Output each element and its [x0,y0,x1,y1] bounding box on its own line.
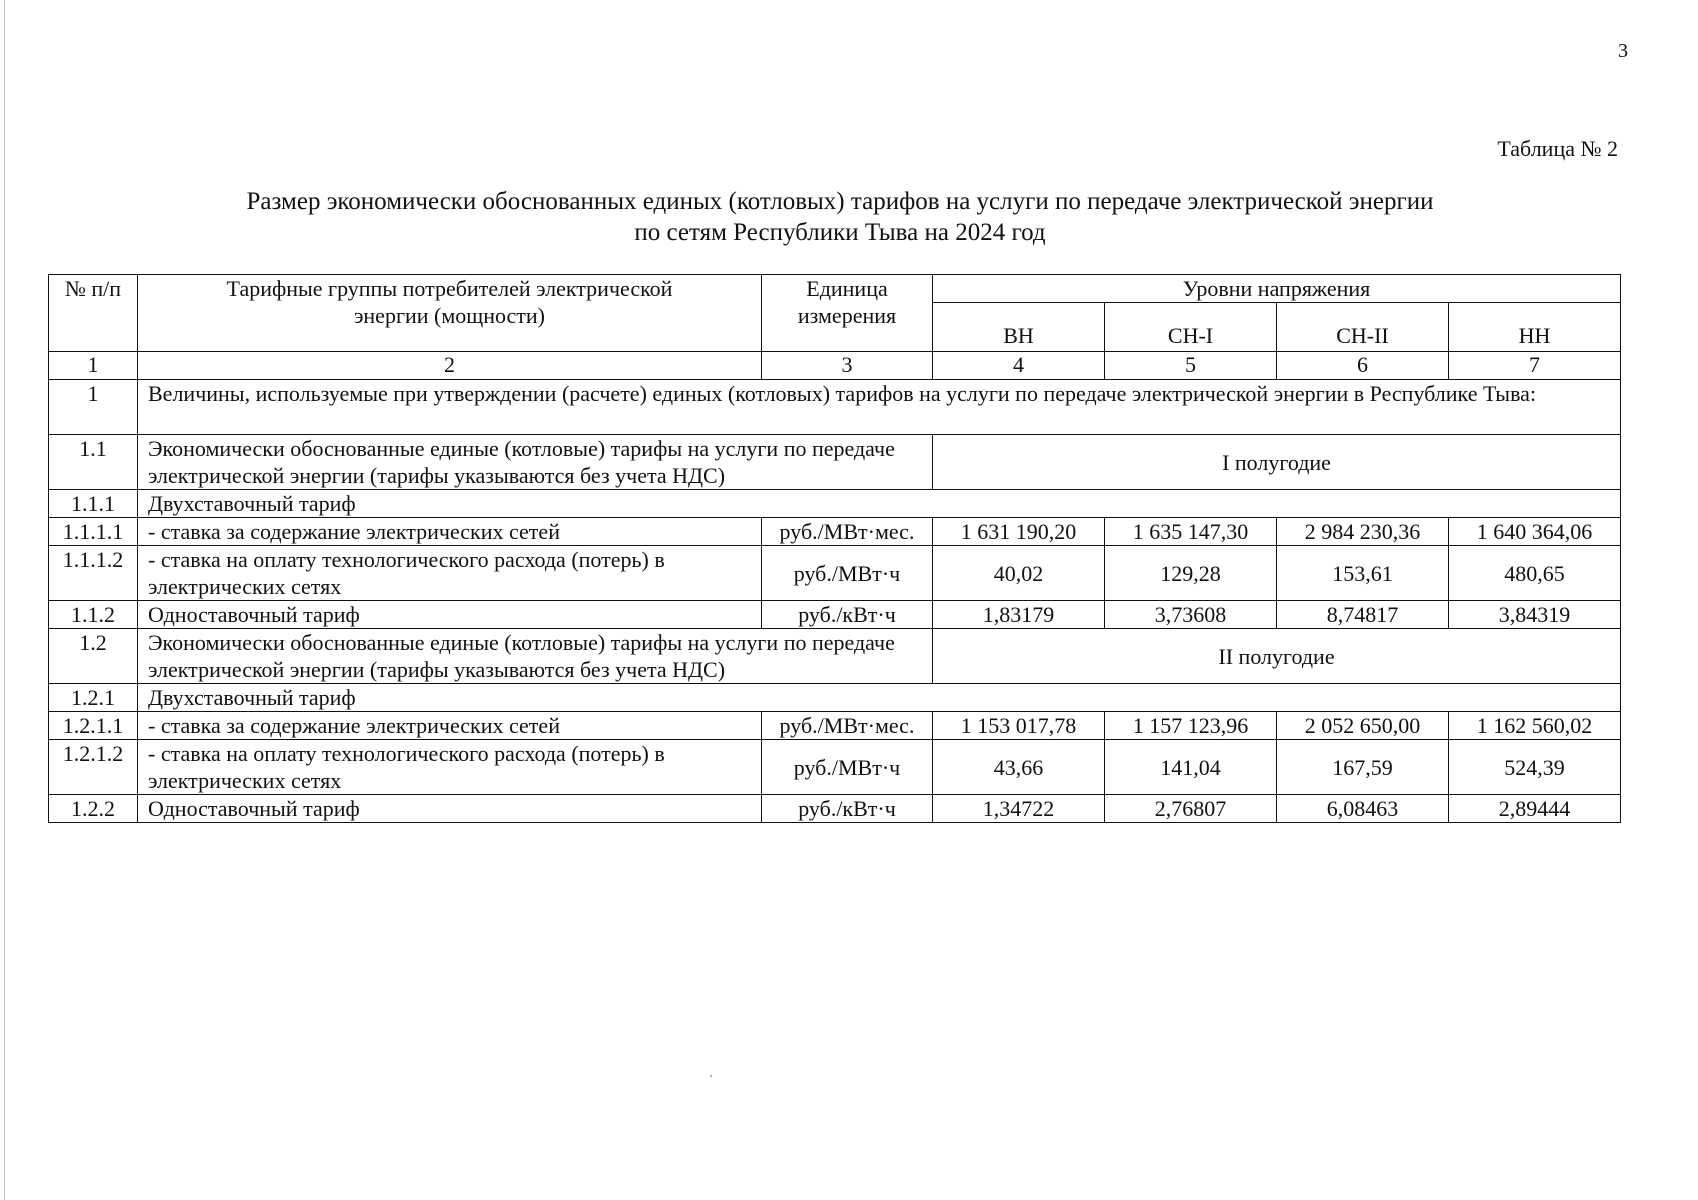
value-nn: 1 640 364,06 [1449,518,1621,546]
value-sn1: 1 635 147,30 [1105,518,1277,546]
column-number: 6 [1277,352,1449,380]
table-row [49,435,1621,490]
row-unit: руб./МВт·мес. [762,712,933,740]
row-text: - ставка на оплату технологического расхода (потерь) в электрических сетях [138,546,762,601]
header-row [49,275,1621,303]
table-row [49,629,1621,684]
row-text: Экономически обоснованные единые (котловые) тарифы на услуги по передаче электрической энергии (тарифы указываются без учета НДС) [138,629,933,684]
header-num: № п/п [49,275,138,352]
row-unit: руб./МВт·мес. [762,518,933,546]
row-num: 1.1.2 [49,601,138,629]
column-number: 4 [933,352,1105,380]
row-num: 1.1.1.1 [49,518,138,546]
document-title [60,186,1620,248]
value-sn1: 141,04 [1105,740,1277,795]
value-sn1: 1 157 123,96 [1105,712,1277,740]
table-row [49,740,1621,795]
header-nn: НН [1449,303,1621,352]
value-nn: 2,89444 [1449,795,1621,823]
table-label: Таблица № 2 [1497,136,1618,161]
row-text: Одноставочный тариф [138,601,762,629]
row-text: Одноставочный тариф [138,795,762,823]
header-sn2: СН-II [1277,303,1449,352]
column-number: 2 [138,352,762,380]
header-vn: ВН [933,303,1105,352]
table-row [49,684,1621,712]
value-vn: 1,83179 [933,601,1105,629]
row-num: 1.1.1.2 [49,546,138,601]
table-row [49,712,1621,740]
row-unit: руб./МВт·ч [762,546,933,601]
value-nn: 1 162 560,02 [1449,712,1621,740]
row-text: Величины, используемые при утверждении (расчете) единых (котловых) тарифов на услуги по передаче электрической энергии в Республике Тыва: [138,380,1621,435]
value-vn: 40,02 [933,546,1105,601]
table-row [49,546,1621,601]
period-label: II полугодие [933,629,1621,684]
table-row [49,518,1621,546]
value-sn2: 2 052 650,00 [1277,712,1449,740]
header-sn1: СН-I [1105,303,1277,352]
column-number: 3 [762,352,933,380]
header-unit: Единица измерения [762,275,933,352]
row-num: 1.2.1 [49,684,138,712]
column-number-row [49,352,1621,380]
value-nn: 524,39 [1449,740,1621,795]
value-vn: 1 153 017,78 [933,712,1105,740]
value-sn1: 3,73608 [1105,601,1277,629]
header-voltage-levels: Уровни напряжения [933,275,1621,303]
row-num: 1.2.1.1 [49,712,138,740]
title-line-1: Размер экономически обоснованных единых (котловых) тарифов на услуги по передаче электрической энергии [246,188,1434,215]
value-nn: 3,84319 [1449,601,1621,629]
row-num: 1.2 [49,629,138,684]
column-number: 5 [1105,352,1277,380]
row-num: 1 [49,380,138,435]
value-sn2: 153,61 [1277,546,1449,601]
column-number: 1 [49,352,138,380]
row-unit: руб./МВт·ч [762,740,933,795]
value-vn: 43,66 [933,740,1105,795]
row-num: 1.1.1 [49,490,138,518]
value-sn2: 2 984 230,36 [1277,518,1449,546]
title-line-2: по сетям Республики Тыва на 2024 год [634,219,1046,246]
row-text: - ставка за содержание электрических сетей [138,518,762,546]
table-row [49,601,1621,629]
column-number: 7 [1449,352,1621,380]
value-sn2: 6,08463 [1277,795,1449,823]
table-row [49,795,1621,823]
row-unit: руб./кВт·ч [762,795,933,823]
value-sn1: 2,76807 [1105,795,1277,823]
value-vn: 1 631 190,20 [933,518,1105,546]
period-label: I полугодие [933,435,1621,490]
value-vn: 1,34722 [933,795,1105,823]
row-unit: руб./кВт·ч [762,601,933,629]
page-number: 3 [1618,40,1628,62]
row-num: 1.2.2 [49,795,138,823]
table-row [49,490,1621,518]
row-text: Двухставочный тариф [138,684,1621,712]
row-text: Двухставочный тариф [138,490,1621,518]
row-text: - ставка за содержание электрических сетей [138,712,762,740]
tariff-table [48,274,1621,823]
row-text: - ставка на оплату технологического расхода (потерь) в электрических сетях [138,740,762,795]
value-nn: 480,65 [1449,546,1621,601]
scan-speck [710,1075,712,1077]
row-num: 1.2.1.2 [49,740,138,795]
header-group: Тарифные группы потребителей электрической энергии (мощности) [138,275,762,352]
value-sn2: 167,59 [1277,740,1449,795]
row-text: Экономически обоснованные единые (котловые) тарифы на услуги по передаче электрической энергии (тарифы указываются без учета НДС) [138,435,933,490]
value-sn1: 129,28 [1105,546,1277,601]
scan-edge-line [4,0,5,1200]
row-num: 1.1 [49,435,138,490]
value-sn2: 8,74817 [1277,601,1449,629]
table-row [49,380,1621,435]
